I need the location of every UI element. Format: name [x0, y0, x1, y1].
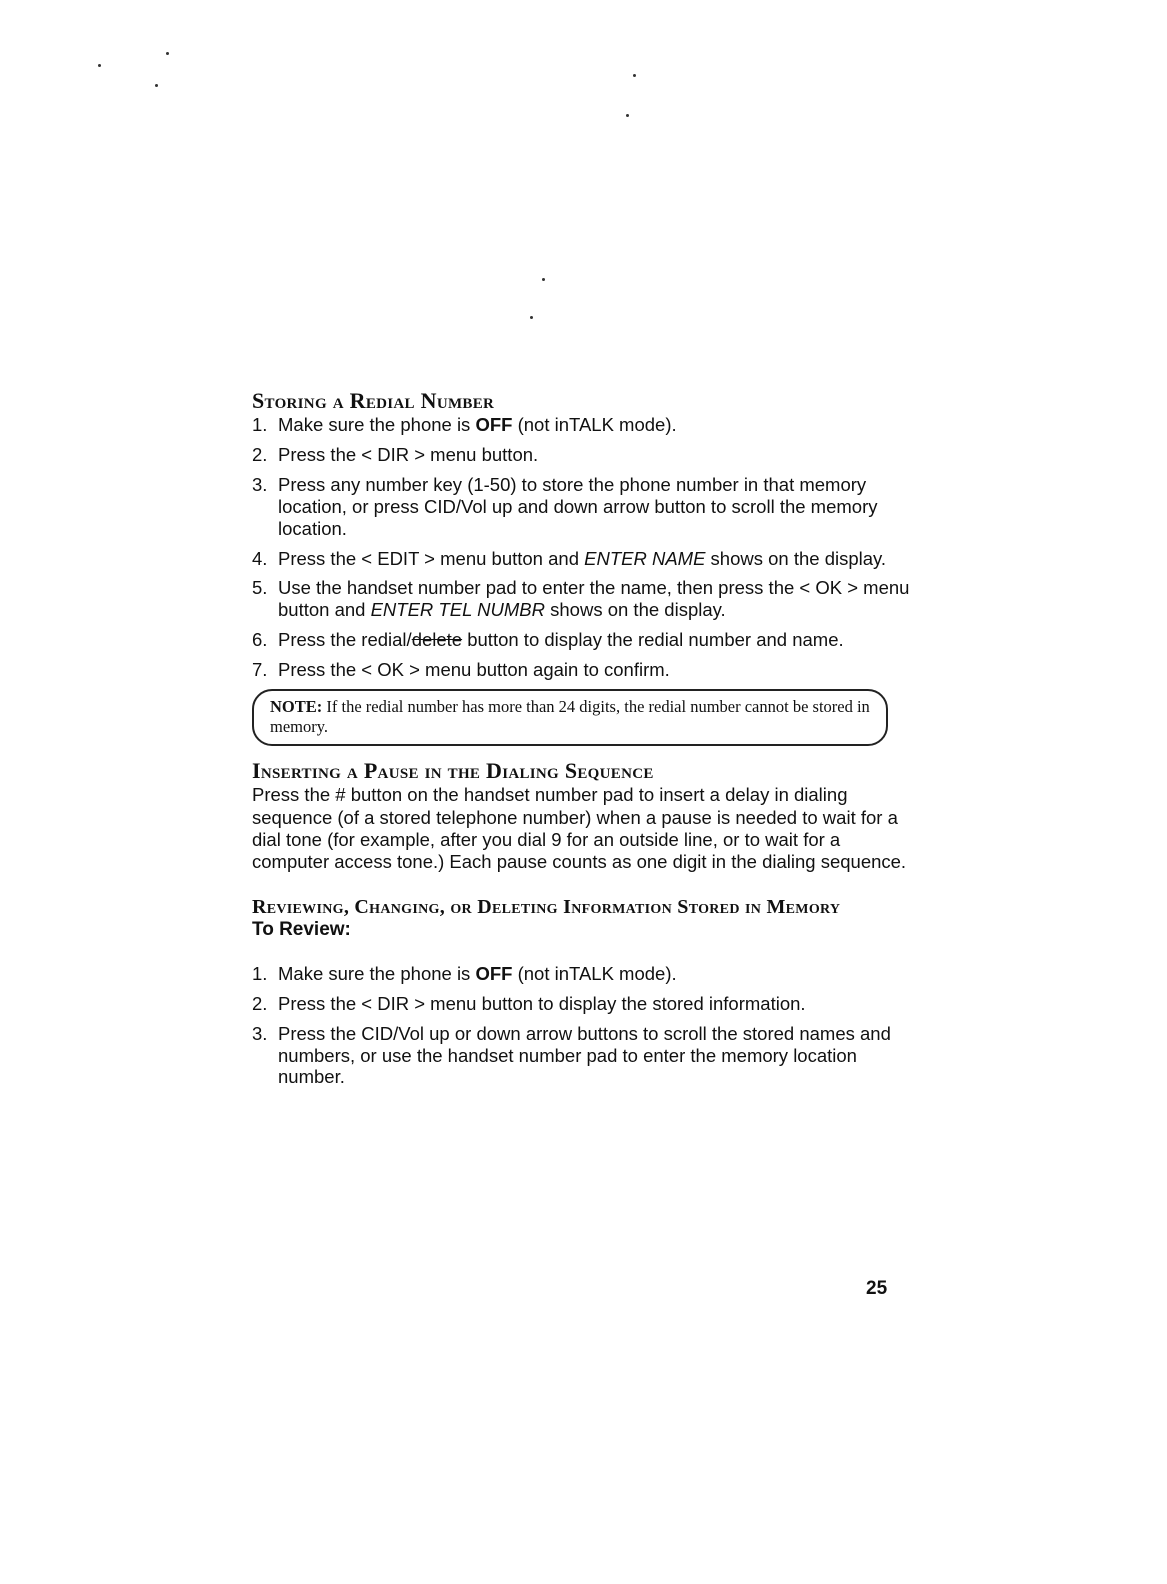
- step-number: 5.: [252, 577, 268, 599]
- review-steps-list: [252, 963, 912, 1088]
- list-item: [252, 414, 912, 436]
- scan-speck: [626, 114, 629, 117]
- list-item: [252, 963, 912, 985]
- step-number: 1.: [252, 414, 268, 436]
- list-item: [252, 577, 912, 621]
- section-heading-storing-redial: Storing a Redial Number: [252, 388, 495, 413]
- step-number: 2.: [252, 444, 268, 466]
- list-item: [252, 629, 912, 651]
- note-label: NOTE:: [270, 696, 323, 716]
- step-text: Press any number key (1-50) to store the phone number in that memory location, or press CID/Vol up and down arrow button to scroll the memory location.: [278, 474, 878, 539]
- section-heading-reviewing: Reviewing, Changing, or Deleting Information Stored in Memory: [252, 896, 841, 919]
- pause-paragraph: Press the # button on the handset number pad to insert a delay in dialing sequence (of a stored telephone number) when a pause is needed to wait for a dial tone (for example, after you dial 9 for an outside line, or to wait for a computer access tone.) Each pause counts as one digit in the dialing sequence.: [252, 784, 907, 872]
- step-number: 2.: [252, 992, 268, 1014]
- list-item: [252, 993, 912, 1015]
- scan-speck: [98, 64, 101, 67]
- step-number: 7.: [252, 658, 268, 680]
- scan-speck: [530, 316, 533, 319]
- step-text: Make sure the phone is OFF (not inTALK mode).: [278, 963, 677, 985]
- step-text: Press the < OK > menu button again to confirm.: [278, 658, 670, 680]
- step-number: 3.: [252, 474, 268, 496]
- list-item: [252, 659, 912, 681]
- step-text: Press the < DIR > menu button.: [278, 444, 539, 466]
- step-text: Press the redial/delete button to display the redial number and name.: [278, 629, 844, 651]
- storing-steps-list: [252, 414, 912, 680]
- scan-speck: [155, 84, 158, 87]
- subheading-to-review: To Review:: [252, 919, 351, 941]
- step-number: 1.: [252, 963, 268, 985]
- step-number: 3.: [252, 1022, 268, 1044]
- step-text: Use the handset number pad to enter the name, then press the < OK > menu button and ENTER TEL NUMBR shows on the display.: [278, 577, 910, 621]
- scan-speck: [542, 278, 545, 281]
- step-number: 4.: [252, 547, 268, 569]
- page-content: [252, 388, 912, 1096]
- step-text: Press the CID/Vol up or down arrow buttons to scroll the stored names and numbers, or use the handset number pad to enter the memory location number.: [278, 1022, 891, 1088]
- step-number: 6.: [252, 629, 268, 651]
- note-text: If the redial number has more than 24 digits, the redial number cannot be stored in memory.: [270, 696, 870, 737]
- section-heading-inserting-pause: Inserting a Pause in the Dialing Sequence: [252, 757, 654, 783]
- list-item: [252, 1023, 912, 1088]
- scan-speck: [166, 52, 169, 55]
- step-text: Make sure the phone is OFF (not inTALK mode).: [278, 414, 677, 436]
- step-text: Press the < DIR > menu button to display the stored information.: [278, 992, 806, 1014]
- step-text: Press the < EDIT > menu button and ENTER NAME shows on the display.: [278, 547, 887, 569]
- list-item: [252, 444, 912, 466]
- list-item: [252, 548, 912, 570]
- scan-speck: [633, 74, 636, 77]
- page-number: 25: [866, 1278, 888, 1299]
- note-box: [252, 689, 888, 746]
- list-item: [252, 474, 912, 539]
